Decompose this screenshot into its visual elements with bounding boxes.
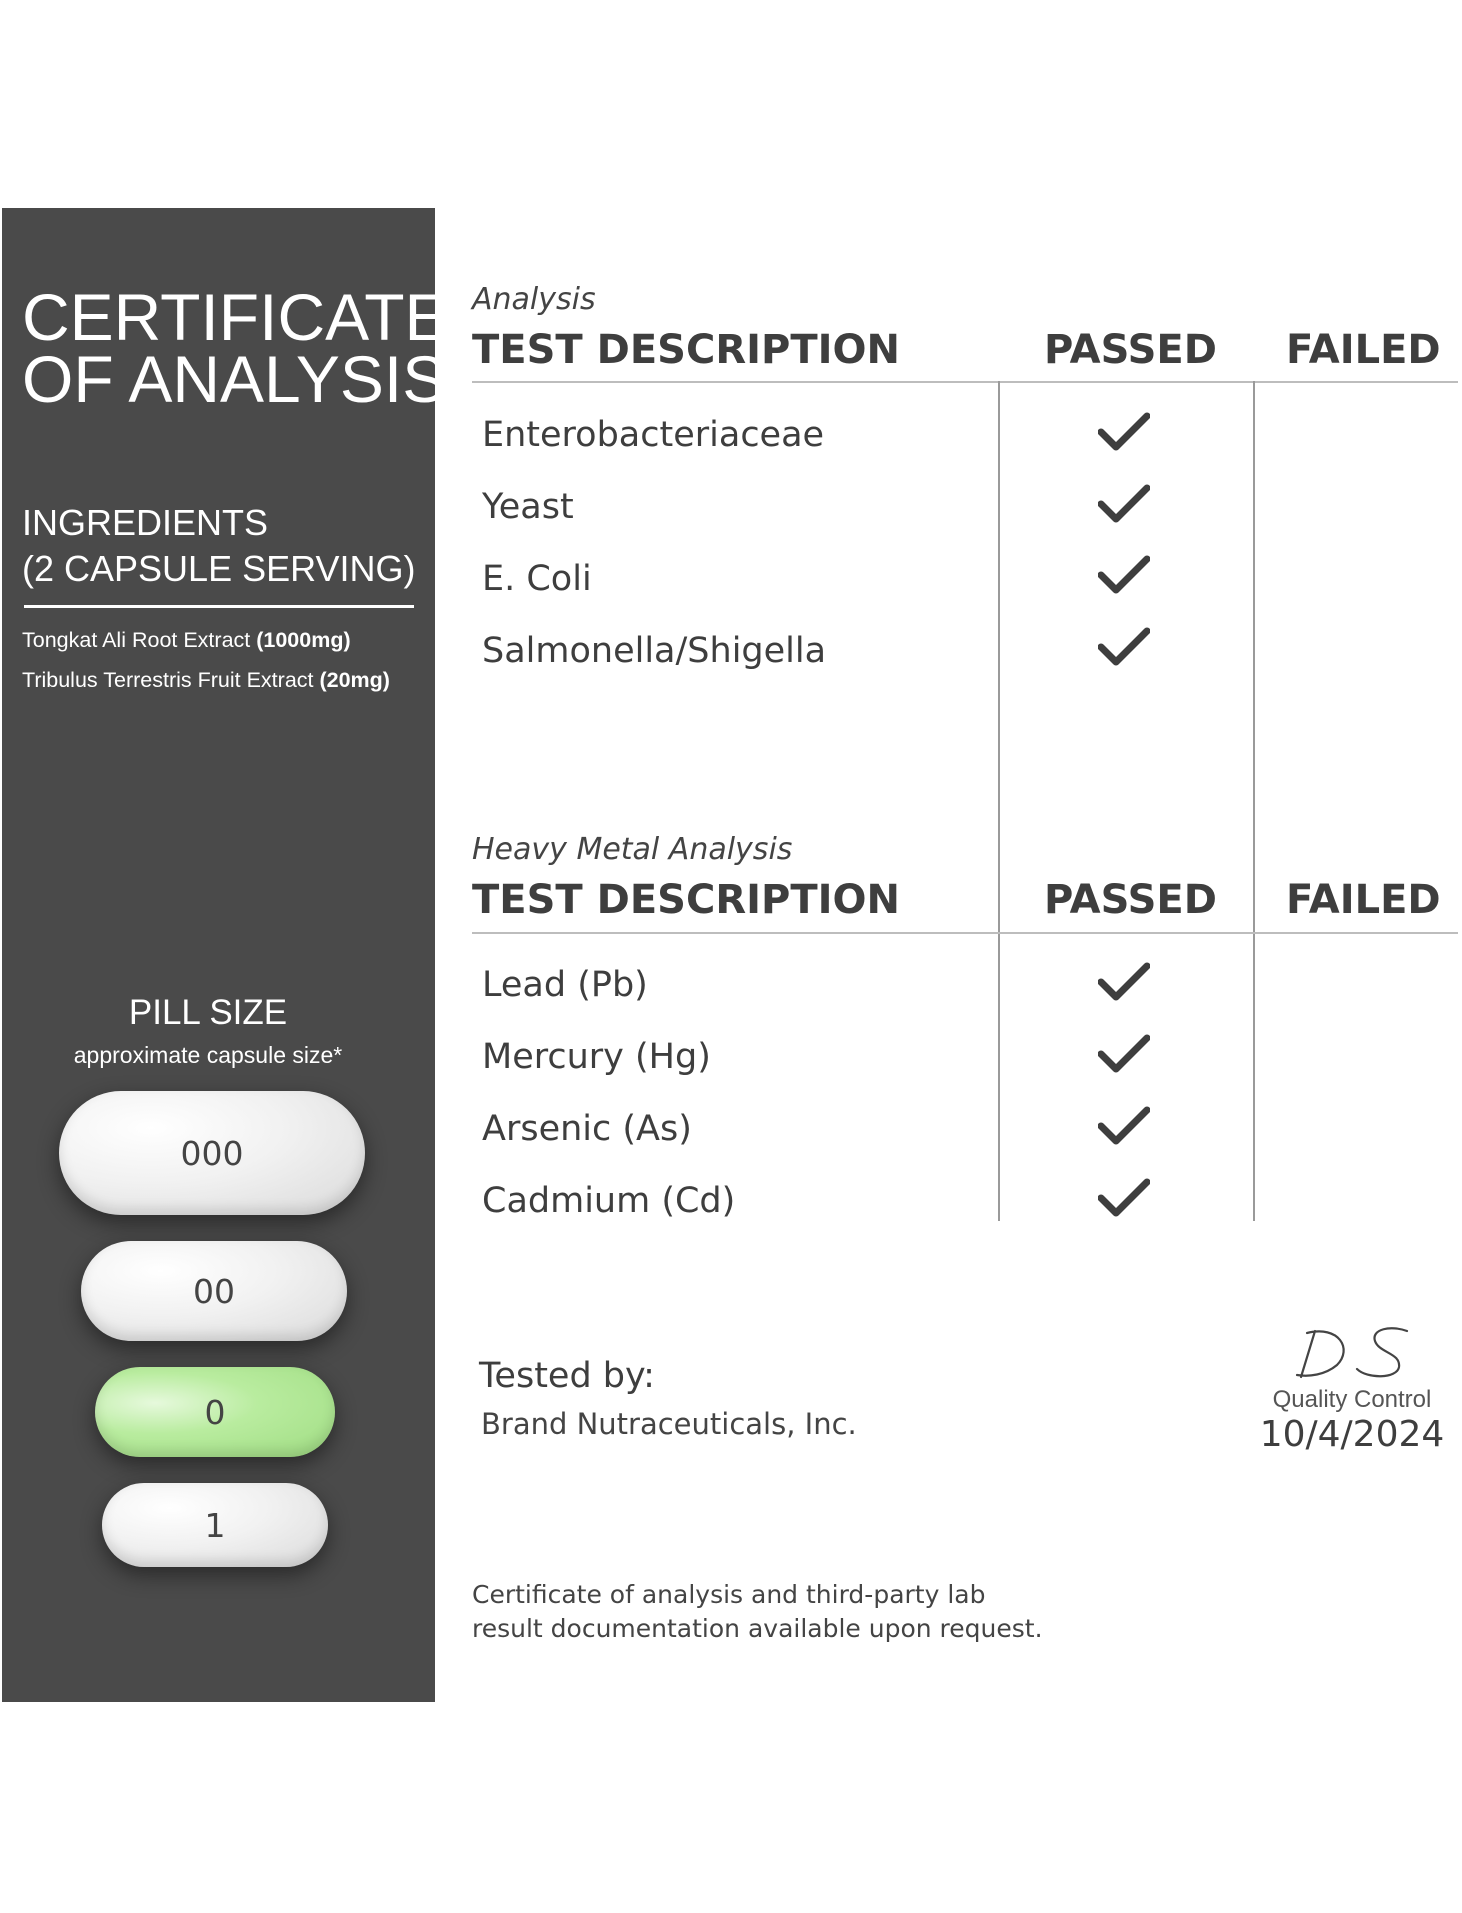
certificate-title	[22, 280, 449, 416]
checkmark-icon	[1098, 627, 1150, 667]
ingredients-heading-line-2: (2 CAPSULE SERVING)	[22, 548, 416, 589]
test-name: Arsenic (As)	[482, 1109, 692, 1149]
heavy-metal-header-passed: PASSED	[1044, 877, 1217, 923]
capsule-size-0-selected: 0	[95, 1367, 335, 1457]
footnote-line-1: Certificate of analysis and third-party lab	[472, 1580, 986, 1609]
analysis-header-description: TEST DESCRIPTION	[472, 327, 900, 373]
capsule-size-000: 000	[59, 1091, 365, 1215]
checkmark-icon	[1098, 555, 1150, 595]
pill-size-subtitle: approximate capsule size*	[73, 1042, 343, 1068]
pill-size-title: PILL SIZE	[128, 993, 288, 1032]
checkmark-icon	[1098, 962, 1150, 1002]
test-name: Cadmium (Cd)	[482, 1181, 736, 1221]
checkmark-icon	[1098, 1178, 1150, 1218]
checkmark-icon	[1098, 412, 1150, 452]
ingredients-list	[22, 620, 390, 700]
certificate-title-line-2: OF ANALYSIS	[22, 342, 447, 416]
ingredient-item	[22, 620, 390, 660]
ingredient-amount: (20mg)	[319, 668, 390, 692]
passed-column-divider	[998, 381, 1000, 1221]
capsule-size-00: 00	[81, 1241, 347, 1341]
ingredient-name: Tribulus Terrestris Fruit Extract	[22, 668, 314, 692]
signature-icon	[1295, 1323, 1415, 1381]
ingredient-name: Tongkat Ali Root Extract	[22, 628, 251, 652]
test-name: Mercury (Hg)	[482, 1037, 711, 1077]
analysis-header-failed: FAILED	[1286, 327, 1441, 373]
test-name: Salmonella/Shigella	[482, 631, 827, 671]
heavy-metal-header-description: TEST DESCRIPTION	[472, 877, 900, 923]
analysis-header-rule	[472, 381, 1458, 383]
tested-by-label: Tested by:	[479, 1356, 655, 1396]
analysis-header-passed: PASSED	[1044, 327, 1217, 373]
analysis-section-label: Analysis	[472, 282, 596, 317]
sidebar-panel	[2, 208, 449, 1702]
test-name: Enterobacteriaceae	[482, 415, 825, 455]
footnote-line-2: result documentation available upon request.	[472, 1614, 1043, 1643]
heavy-metal-section-label: Heavy Metal Analysis	[472, 832, 793, 867]
test-name: Yeast	[482, 487, 574, 527]
ingredients-heading	[22, 500, 415, 592]
quality-control-label: Quality Control	[1272, 1386, 1432, 1413]
ingredient-amount: (1000mg)	[256, 628, 351, 652]
checkmark-icon	[1098, 484, 1150, 524]
failed-column-divider	[1253, 381, 1255, 1221]
certificate-title-line-1: CERTIFICATE	[22, 280, 449, 354]
test-name: Lead (Pb)	[482, 965, 648, 1005]
capsule-size-1: 1	[102, 1483, 328, 1567]
heavy-metal-header-rule	[472, 932, 1458, 934]
quality-control-date: 10/4/2024	[1259, 1414, 1445, 1455]
footnote	[472, 1578, 1043, 1646]
ingredient-item	[22, 660, 390, 700]
checkmark-icon	[1098, 1034, 1150, 1074]
tested-by-company: Brand Nutraceuticals, Inc.	[481, 1407, 857, 1441]
heavy-metal-header-failed: FAILED	[1286, 877, 1441, 923]
test-name: E. Coli	[482, 559, 592, 599]
checkmark-icon	[1098, 1106, 1150, 1146]
ingredients-heading-line-1: INGREDIENTS	[22, 502, 269, 543]
ingredients-divider	[24, 605, 414, 608]
